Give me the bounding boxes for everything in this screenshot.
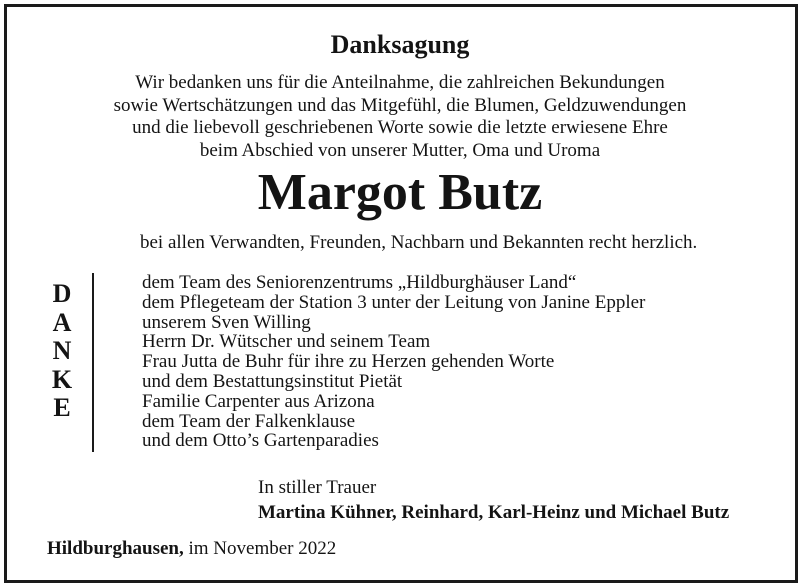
danke-vertical-word [40,280,84,423]
danke-letter: A [52,307,72,337]
mourning-label: In stiller Trauer [258,477,377,498]
danke-letter: K [51,364,73,394]
thanks-list-item: unserem Sven Willing [142,311,311,333]
intro-line: beim Abschied von unserer Mutter, Oma und Uroma [199,139,601,161]
deceased-name: Margot Butz [257,164,543,221]
thanks-list-item: und dem Bestattungsinstitut Pietät [142,370,403,392]
danke-letter: E [53,393,71,422]
danke-letter: N [52,336,72,365]
signers: Martina Kühner, Reinhard, Karl-Heinz und Michael Butz [258,502,730,523]
intro-line: Wir bedanken uns für die Anteilnahme, die zahlreichen Bekundungen [135,72,665,93]
thanks-list-item: Frau Jutta de Buhr für ihre zu Herzen gehenden Worte [142,351,555,373]
general-thanks-line: bei allen Verwandten, Freunden, Nachbarn und Bekannten recht herzlich. [140,232,698,253]
intro-text [0,72,800,162]
thanks-list-item: dem Team des Seniorenzentrums „Hildburghäuser Land“ [142,272,577,293]
vertical-divider [92,273,94,452]
thanks-list-item: dem Pflegeteam der Station 3 unter der Leitung von Janine Eppler [142,291,646,313]
place-name: Hildburghausen, [47,538,184,559]
thanks-list-item: und dem Otto’s Gartenparadies [142,430,379,452]
danke-letter: D [52,279,72,308]
thanks-list [142,273,645,451]
notice-date: im November 2022 [188,538,337,559]
thanks-list-item: Familie Carpenter aus Arizona [142,390,375,412]
intro-line: und die liebevoll geschriebenen Worte sowie die letzte erwiesene Ehre [132,117,668,138]
intro-line: sowie Wertschätzungen und das Mitgefühl, die Blumen, Geldzuwendungen [113,94,687,116]
notice-heading: Danksagung [330,30,470,59]
thanks-list-item: Herrn Dr. Wütscher und seinem Team [142,331,431,353]
thanks-list-item: dem Team der Falkenklause [142,410,356,432]
place-and-date [47,538,336,560]
